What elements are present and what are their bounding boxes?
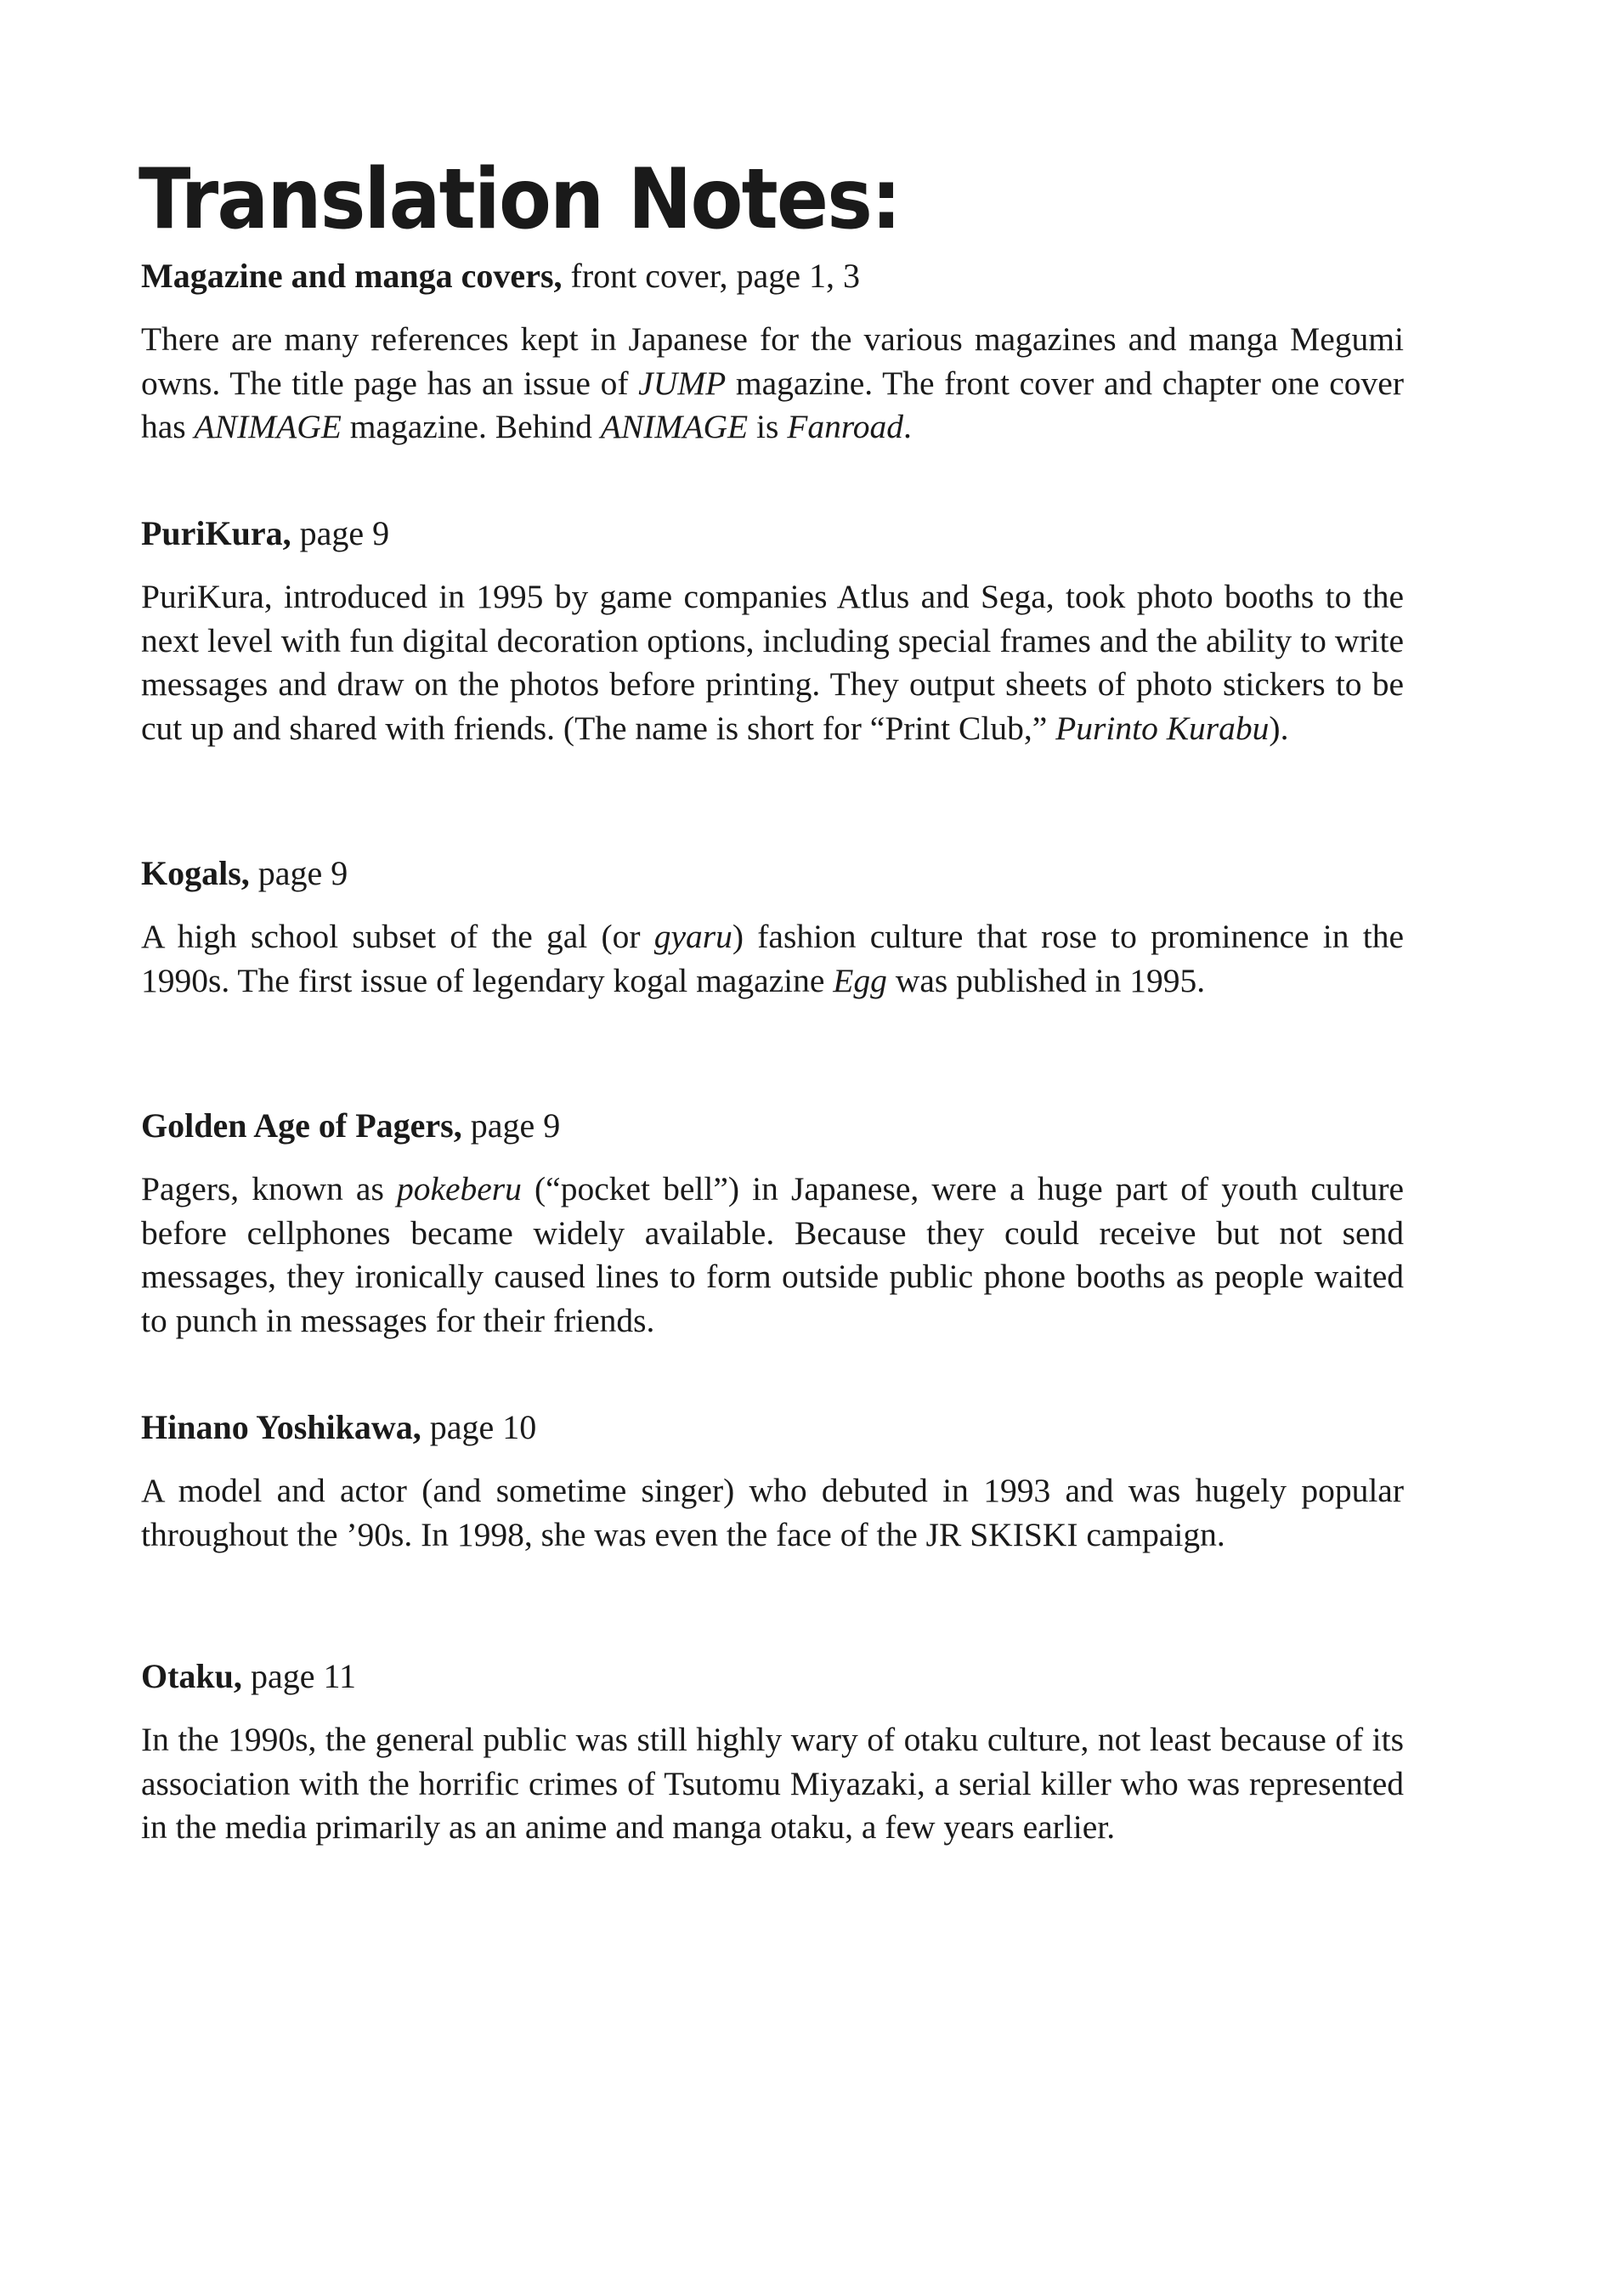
note-body — [141, 915, 1404, 1003]
note-hinano-yoshikawa — [141, 1406, 1404, 1557]
body-text: is — [748, 408, 788, 445]
note-otaku — [141, 1655, 1404, 1850]
italic-term: ANIMAGE — [600, 408, 749, 445]
note-body — [141, 1718, 1404, 1850]
italic-term: Purinto Kurabu — [1055, 709, 1270, 747]
body-text: PuriKura, introduced in 1995 by game companies Atlus and Sega, took photo booths to the next level with fun digital decoration options, including special frames and the ability to write messages and draw on the photos before printing. They output sheets of photo stickers to be cut up and shared with friends. (The name is short for “Print Club,” — [141, 578, 1404, 747]
note-heading — [141, 1105, 1404, 1147]
note-term: Magazine and manga covers, — [141, 257, 563, 295]
body-text: magazine. The front cover and chapter one cover has — [141, 364, 1404, 445]
body-text: A model and actor (and sometime singer) who debuted in 1993 and was hugely popular throughout the ’90s. In 1998, she was even the face of the JR SKISKI campaign. — [141, 1472, 1404, 1553]
note-term: Hinano Yoshikawa, — [141, 1408, 421, 1446]
italic-term: ANIMAGE — [194, 408, 342, 445]
note-heading — [141, 852, 1404, 895]
body-text: was published in 1995. — [886, 961, 1206, 999]
note-heading — [141, 255, 1404, 297]
note-location: page 9 — [249, 854, 348, 892]
note-term: Golden Age of Pagers, — [141, 1106, 462, 1145]
body-text: Pagers, known as — [141, 1170, 397, 1207]
note-kogals — [141, 852, 1404, 1003]
note-heading — [141, 1406, 1404, 1449]
body-text: There are many references kept in Japanese for the various magazines and manga Megumi owns. The title page has an issue of — [141, 320, 1404, 402]
note-pagers — [141, 1105, 1404, 1343]
italic-term: gyaru — [653, 918, 732, 955]
note-body — [141, 575, 1404, 750]
note-term: Otaku, — [141, 1657, 242, 1695]
note-location: page 9 — [291, 514, 390, 552]
body-text: In the 1990s, the general public was still highly wary of otaku culture, not least because of its association with the horrific crimes of Tsutomu Miyazaki, a serial killer who was represented in the media primarily as an anime and manga otaku, a few years earlier. — [141, 1721, 1404, 1846]
italic-term: JUMP — [638, 364, 727, 402]
italic-term: pokeberu — [396, 1170, 522, 1207]
body-text: A high school subset of the gal (or — [141, 918, 654, 955]
body-text: ). — [1269, 709, 1289, 747]
note-purikura — [141, 512, 1404, 750]
body-text: ) fashion culture that rose to prominence in the 1990s. The first issue of legendary kogal magazine — [141, 918, 1404, 999]
note-location: front cover, page 1, 3 — [562, 257, 861, 295]
note-term: PuriKura, — [141, 514, 291, 552]
note-body — [141, 318, 1404, 450]
note-location: page 10 — [421, 1408, 537, 1446]
note-heading — [141, 512, 1404, 555]
body-text: (“pocket bell”) in Japanese, were a huge part of youth culture before cellphones became widely available. Because they could receive but not send messages, they ironically caused lines to form outside public phone booths as people waited to punch in messages for their friends. — [141, 1170, 1404, 1339]
note-term: Kogals, — [141, 854, 250, 892]
note-heading — [141, 1655, 1404, 1698]
note-location: page 11 — [241, 1657, 356, 1695]
note-body — [141, 1168, 1404, 1343]
note-magazine-covers — [141, 255, 1404, 450]
note-location: page 9 — [461, 1106, 561, 1145]
body-text: . — [903, 408, 912, 445]
note-body — [141, 1469, 1404, 1557]
italic-term: Egg — [833, 961, 887, 999]
italic-term: Fanroad — [787, 408, 904, 445]
body-text: magazine. Behind — [341, 408, 601, 445]
page-title: Translation Notes: — [139, 151, 901, 248]
